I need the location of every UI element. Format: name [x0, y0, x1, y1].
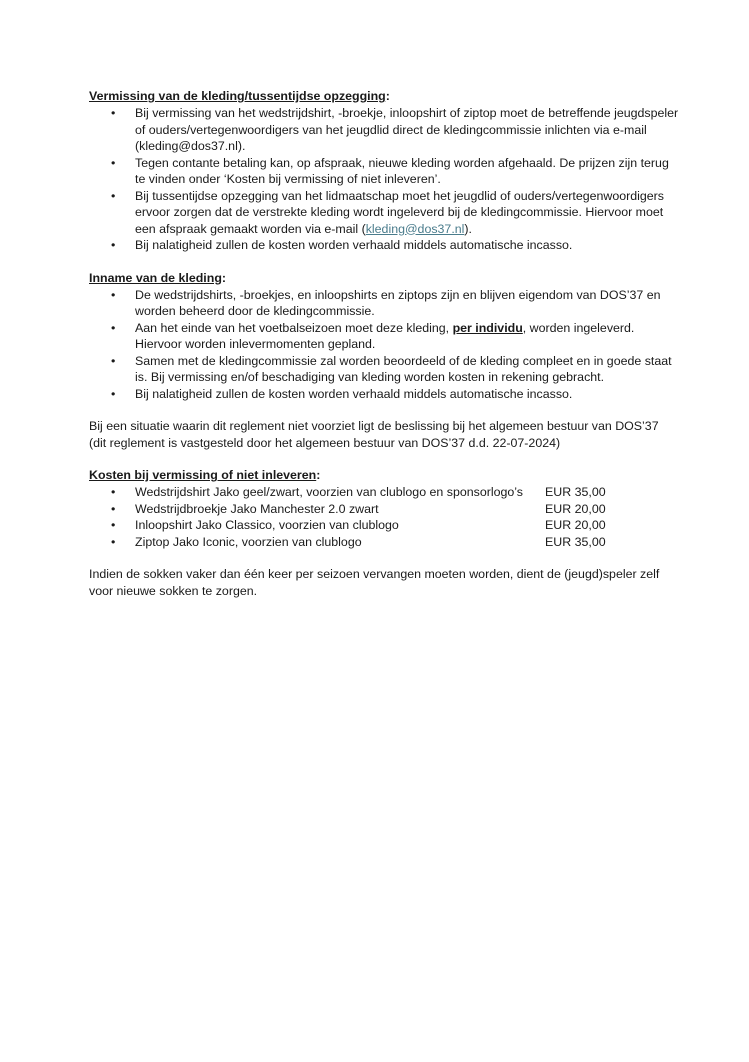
bullet-icon: • [111, 287, 116, 302]
bullet-icon: • [111, 485, 116, 499]
list-item: • Tegen contante betaling kan, op afspraak, nieuwe kleding worden afgehaald. De prijzen zijn terug te vinden onder ‘Kosten bij vermissing of niet inleveren’. [111, 155, 669, 186]
bullet-icon: • [111, 320, 116, 335]
document-page [89, 88, 679, 615]
bullet-icon: • [111, 501, 116, 516]
list-kosten [89, 484, 679, 550]
list-item: • Aan het einde van het voetbalseizoen moet deze kleding, per individu, worden ingeleverd. Hiervoor worden inlevermomenten gepland. [111, 320, 635, 351]
heading-vermissing: Vermissing van de kleding/tussentijdse opzegging: [89, 89, 390, 103]
cost-price: EUR 20,00 [545, 518, 606, 532]
list-item: • Bij vermissing van het wedstrijdshirt, -broekje, inloopshirt of ziptop moet de betreffende jeugdspeler of ouders/vertegenwoordigers van het jeugdlid direct de kledingcommissie inlichten via e-mail (kleding@dos37.nl). [111, 106, 679, 153]
emphasis-per-individu: per individu [452, 320, 523, 335]
heading-inname: Inname van de kleding: [89, 270, 227, 285]
cost-description: Wedstrijdbroekje Jako Manchester 2.0 zwart [135, 501, 379, 516]
cost-description: Wedstrijdshirt Jako geel/zwart, voorzien van clublogo en sponsorlogo’s [135, 485, 523, 499]
heading-kosten: Kosten bij vermissing of niet inleveren: [89, 468, 321, 482]
paragraph-reglement: Bij een situatie waarin dit reglement niet voorziet ligt de beslissing bij het algemeen bestuur van DOS’37 (dit reglement is vastgesteld door het algemeen bestuur van DOS’37 d.d. 22-07-2024) [89, 419, 659, 450]
cost-description: Inloopshirt Jako Classico, voorzien van clublogo [135, 518, 399, 532]
list-item: • Samen met de kledingcommissie zal worden beoordeeld of de kleding compleet en in goede staat is. Bij vermissing en/of beschadiging van kleding worden kosten in rekening gebracht. [111, 353, 672, 384]
bullet-icon: • [111, 534, 116, 549]
cost-item [89, 501, 679, 518]
cost-item [89, 517, 679, 534]
list-item: • Bij tussentijdse opzegging van het lidmaatschap moet het jeugdlid of ouders/vertegenwoordigers ervoor zorgen dat de verstrekte kleding wordt ingeleverd bij de kledingcommissie. Hiervoor moet een afspraak gemaakt worden via e-mail (kleding@dos37.nl). [111, 188, 664, 236]
cost-price: EUR 35,00 [545, 485, 606, 499]
bullet-icon: • [111, 386, 116, 401]
bullet-icon: • [111, 155, 116, 170]
bullet-icon: • [111, 188, 116, 203]
cost-item [89, 534, 679, 551]
cost-price: EUR 35,00 [545, 534, 606, 549]
cost-price: EUR 20,00 [545, 501, 606, 516]
list-inname [89, 287, 679, 403]
bullet-icon: • [111, 106, 116, 120]
section-kosten [89, 467, 679, 550]
list-item: • Bij nalatigheid zullen de kosten worden verhaald middels automatische incasso. [111, 238, 573, 252]
cost-item [89, 484, 679, 501]
bullet-icon: • [111, 353, 116, 368]
list-item: • Bij nalatigheid zullen de kosten worden verhaald middels automatische incasso. [111, 386, 573, 401]
paragraph-sokken: Indien de sokken vaker dan één keer per seizoen vervangen moeten worden, dient de (jeugd)speler zelf voor nieuwe sokken te zorgen. [89, 567, 660, 598]
email-link[interactable]: kleding@dos37.nl [365, 221, 465, 236]
bullet-icon: • [111, 518, 116, 532]
bullet-icon: • [111, 238, 116, 252]
section-vermissing [89, 88, 679, 254]
section-inname [89, 270, 679, 403]
list-vermissing [89, 105, 679, 254]
cost-description: Ziptop Jako Iconic, voorzien van clublogo [135, 534, 362, 549]
list-item: • De wedstrijdshirts, -broekjes, en inloopshirts en ziptops zijn en blijven eigendom van DOS’37 en worden beheerd door de kledingcommissie. [111, 287, 661, 318]
